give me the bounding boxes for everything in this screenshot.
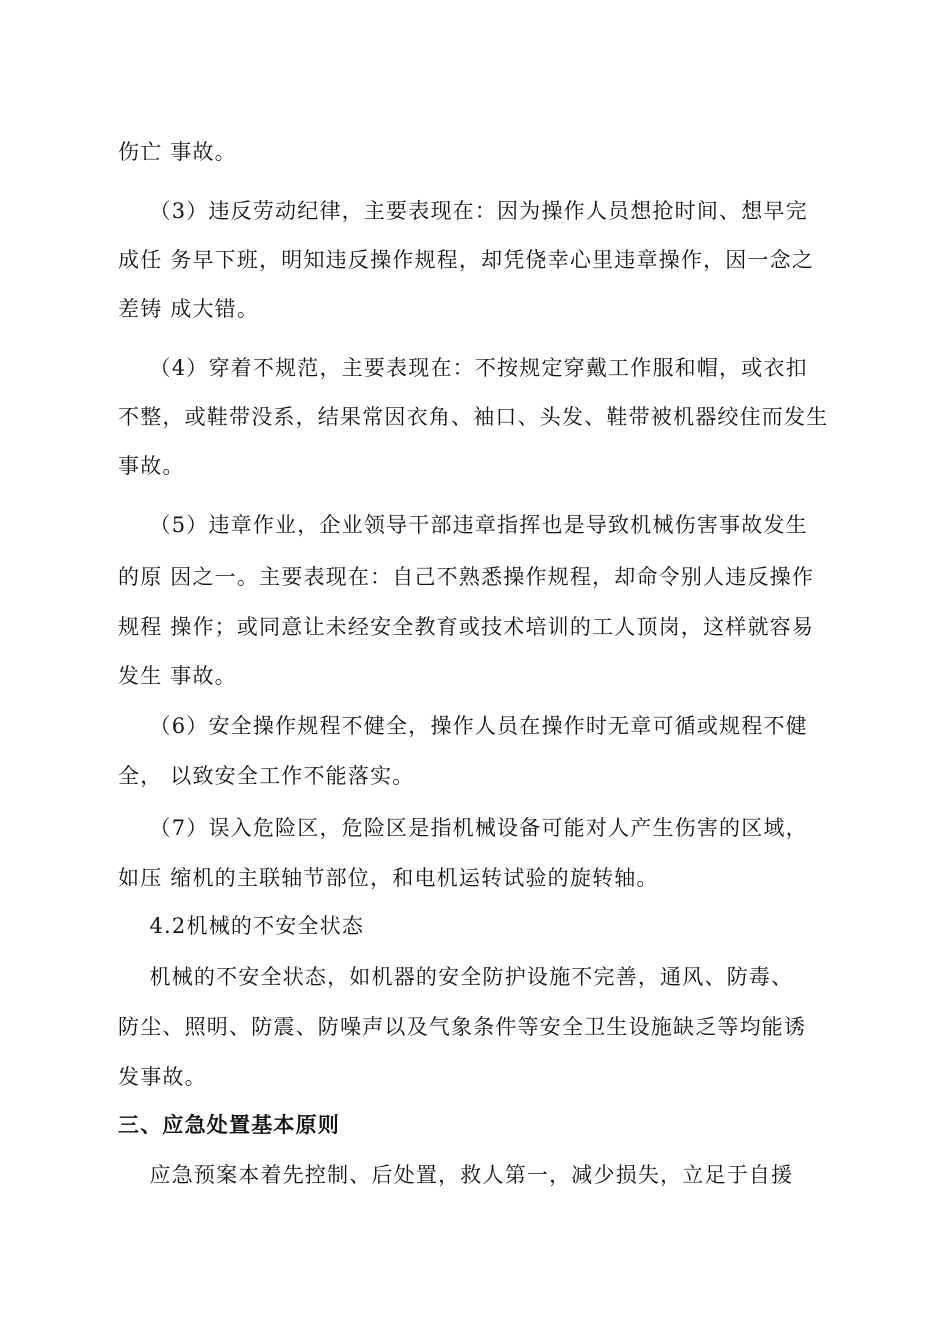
text-line: 不整，或鞋带没系，结果常因衣角、袖口、头发、鞋带被机器绞住而发生 <box>118 405 829 429</box>
text-line: 发生 事故。 <box>118 664 237 688</box>
text-line: 成任 务早下班，明知违反操作规程，却凭侥幸心里违章操作，因一念之 <box>118 248 815 272</box>
text-line: 如压 缩机的主联轴节部位，和电机运转试验的旋转轴。 <box>118 866 659 890</box>
text-line: 应急预案本着先控制、后处置，救人第一，减少损失，立足于自援 <box>118 1163 794 1187</box>
text-line: （3）违反劳动纪律，主要表现在：因为操作人员想抢时间、想早完 <box>118 199 808 223</box>
text-line: 伤亡 事故。 <box>118 140 237 164</box>
text-line: （4）穿着不规范，主要表现在：不按规定穿戴工作服和帽，或衣扣 <box>118 356 808 380</box>
text-line: 规程 操作；或同意让未经安全教育或技术培训的工人顶岗，这样就容易 <box>118 615 815 639</box>
text-line: 事故。 <box>118 454 185 478</box>
text-line: 发事故。 <box>118 1065 207 1089</box>
text-line: 差铸 成大错。 <box>118 297 260 321</box>
section-subheading: 4.2机械的不安全状态 <box>118 914 365 938</box>
text-line: （5）违章作业，企业领导干部违章指挥也是导致机械伤害事故发生 <box>118 513 808 537</box>
text-line: 全， 以致安全工作不能落实。 <box>118 764 415 788</box>
text-line: 机械的不安全状态，如机器的安全防护设施不完善，通风、防毒、 <box>118 965 794 989</box>
text-line: （7）误入危险区，危险区是指机械设备可能对人产生伤害的区域， <box>118 816 808 840</box>
text-line: 的原 因之一。主要表现在：自己不熟悉操作规程，却命令别人违反操作 <box>118 565 815 589</box>
text-line: （6）安全操作规程不健全，操作人员在操作时无章可循或规程不健 <box>118 714 808 738</box>
section-heading: 三、应急处置基本原则 <box>118 1113 340 1137</box>
text-line: 防尘、照明、防震、防噪声以及气象条件等安全卫生设施缺乏等均能诱 <box>118 1015 807 1039</box>
